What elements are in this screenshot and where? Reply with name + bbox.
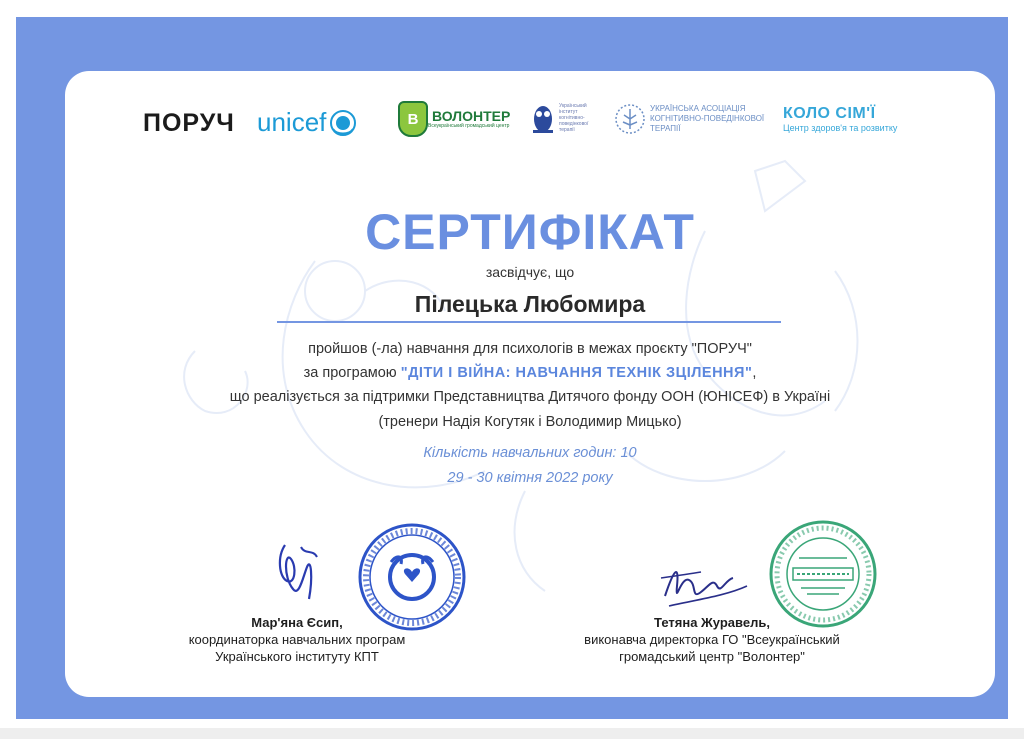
kolo-simi-name: КОЛО СІМ'Ї [783,105,876,122]
certificate-card [65,71,995,697]
signatory-right-name: Тетяна Журавель, [654,615,770,630]
signatory-left [157,614,437,665]
signatory-left-role-1: координаторка навчальних програм [188,632,406,647]
certificate-title: СЕРТИФІКАТ [365,204,695,260]
unicef-globe-icon [329,109,357,137]
signatory-right [552,614,872,665]
program-line [65,365,995,381]
program-suffix: , [752,365,757,381]
kolo-simi-sub: Центр здоров'я та розвитку [783,123,898,133]
volonter-shield-icon: В [398,101,428,137]
volonter-logo [398,101,510,137]
signature-left [273,537,325,607]
training-dates: 29 - 30 квітня 2022 року [447,470,613,486]
ukbt-institute-text: Український інститут когнітивно-поведінкової терапії [559,103,589,133]
volonter-logo-sub: Всеукраїнський громадський центр [428,123,510,129]
ukbt-institute-logo [531,101,595,135]
tree-icon [614,103,646,135]
name-underline [277,321,781,323]
uacbt-logo [614,103,780,135]
training-hours: Кількість навчальних годин: 10 [423,445,637,461]
attests-text: засвідчує, що [485,264,575,280]
program-prefix: за програмою [303,365,401,381]
partner-logos [65,95,995,147]
recipient-name: Пілецька Любомира [414,291,646,317]
training-description: пройшов (-ла) навчання для психологів в межах проєкту "ПОРУЧ" [308,341,752,357]
owl-icon [531,101,555,135]
certificate-frame [16,17,1008,719]
bottom-strip [0,728,1024,739]
poruch-logo [143,109,235,138]
kolo-simi-logo [783,105,897,134]
unicef-logo-text: unicef [257,107,327,137]
unicef-logo [257,107,357,138]
support-description: що реалізується за підтримки Представництва Дитячого фонду ООН (ЮНІСЕФ) в Україні [229,389,831,405]
signatory-left-role-2: Українського інституту КПТ [215,649,379,664]
trainers-line: (тренери Надія Когутяк і Володимир Мицько) [378,414,682,430]
program-name: "ДІТИ І ВІЙНА: НАВЧАННЯ ТЕХНІК ЗЦІЛЕННЯ" [400,365,753,381]
poruch-logo-text: ПОРУЧ [143,109,235,137]
signatory-right-role-2: громадський центр "Волонтер" [619,649,805,664]
uacbt-text: УКРАЇНСЬКА АСОЦІАЦІЯ КОГНІТИВНО-ПОВЕДІНКОВОЇ ТЕРАПІЇ [650,104,765,133]
signatory-right-role-1: виконавча директорка ГО "Всеукраїнський [584,632,840,647]
volonter-logo-name: ВОЛОНТЕР [432,108,511,124]
signature-right [655,556,755,618]
signatory-left-name: Мар'яна Єсип, [251,615,343,630]
